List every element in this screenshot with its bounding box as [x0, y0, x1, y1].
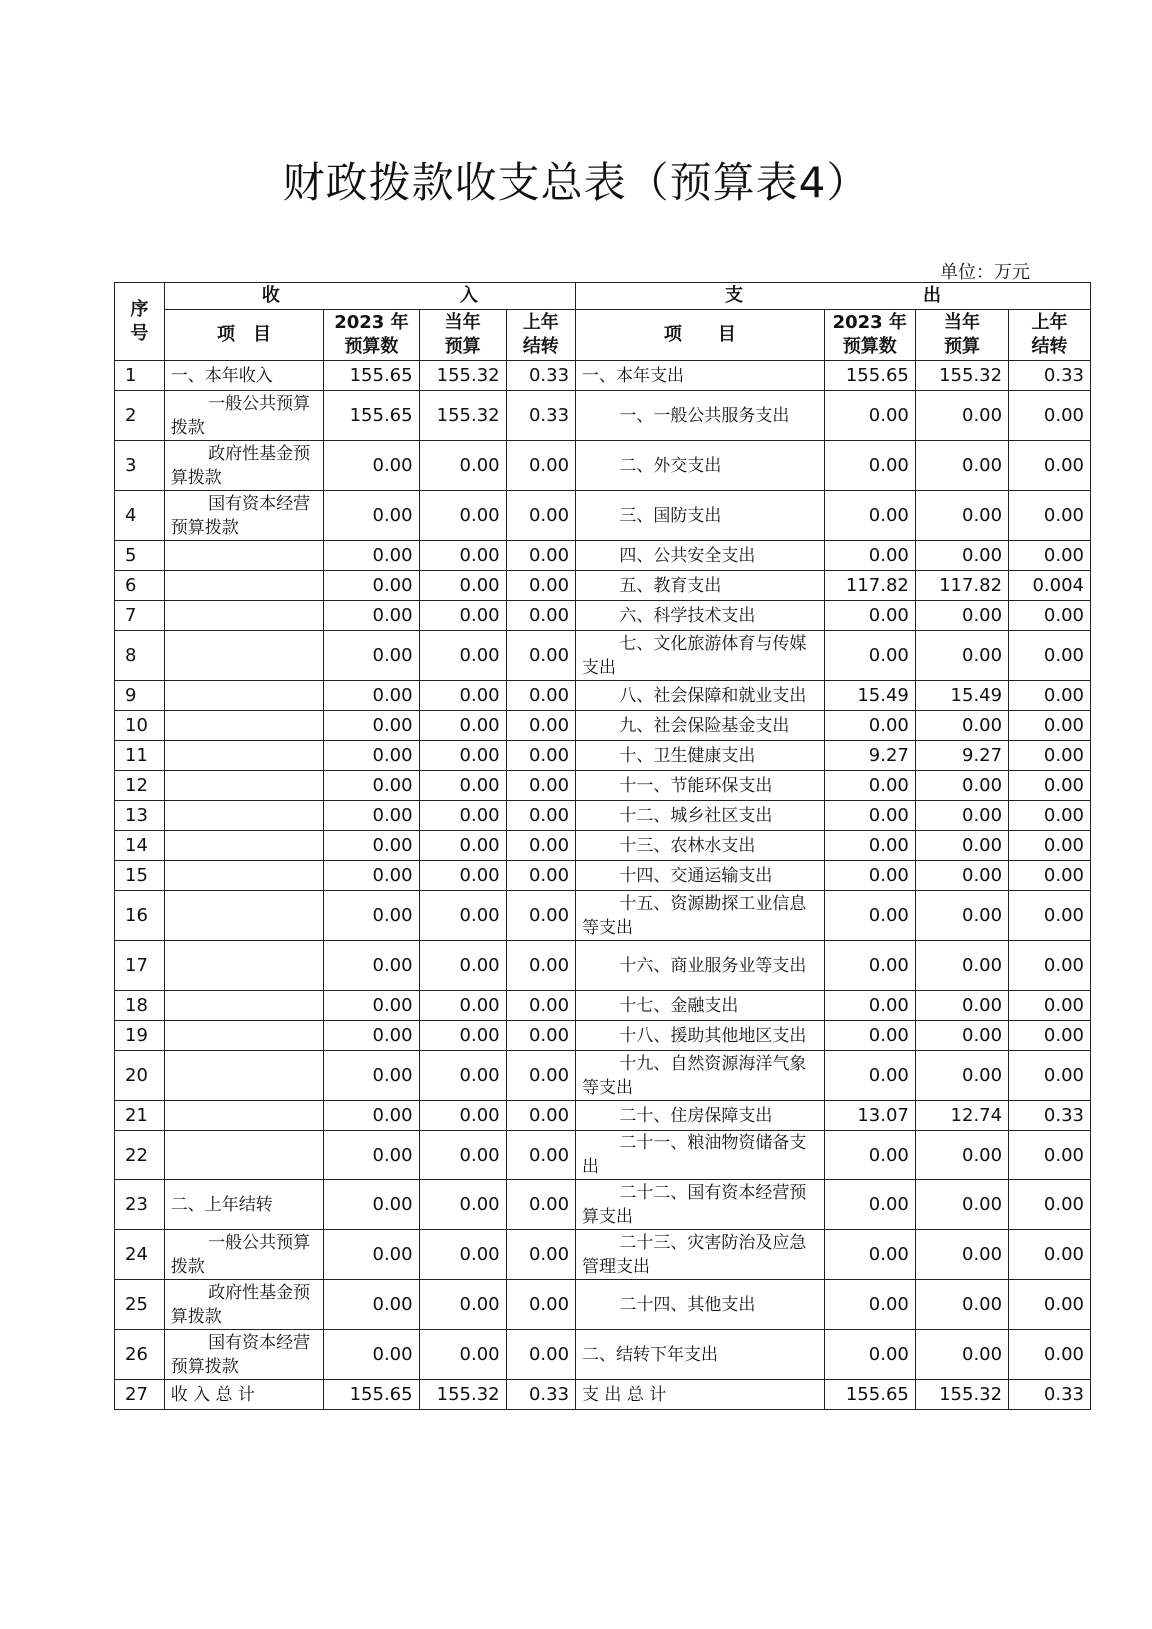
table-row [115, 1131, 1091, 1180]
table-row [115, 711, 1091, 741]
row-number: 11 [115, 741, 165, 771]
expense-item: 八、社会保障和就业支出 [576, 681, 825, 711]
expense-carryover: 0.00 [1009, 1051, 1091, 1101]
expense-item: 二、外交支出 [576, 441, 825, 491]
expense-current-year: 0.00 [915, 1230, 1008, 1280]
row-number: 5 [115, 541, 165, 571]
income-current-year: 0.00 [419, 1180, 506, 1230]
income-carryover: 0.00 [506, 1180, 575, 1230]
expense-current-year: 0.00 [915, 391, 1008, 441]
table-row [115, 891, 1091, 941]
income-item [164, 801, 324, 831]
table-row [115, 1330, 1091, 1380]
expense-carryover: 0.00 [1009, 831, 1091, 861]
row-number: 25 [115, 1280, 165, 1330]
income-item: 二、上年结转 [164, 1180, 324, 1230]
income-item [164, 711, 324, 741]
expense-budget-2023: 0.00 [824, 711, 915, 741]
row-number: 6 [115, 571, 165, 601]
income-budget-2023: 0.00 [324, 1330, 419, 1380]
expense-current-year: 0.00 [915, 1180, 1008, 1230]
income-budget-2023: 0.00 [324, 1131, 419, 1180]
row-number: 18 [115, 991, 165, 1021]
row-number: 19 [115, 1021, 165, 1051]
income-carryover: 0.00 [506, 861, 575, 891]
table-row [115, 1280, 1091, 1330]
income-budget-2023: 0.00 [324, 741, 419, 771]
income-current-year: 0.00 [419, 441, 506, 491]
income-budget-2023: 0.00 [324, 1230, 419, 1280]
expense-budget-2023: 0.00 [824, 1180, 915, 1230]
income-item: 收 入 总 计 [164, 1380, 324, 1410]
income-budget-2023: 0.00 [324, 631, 419, 681]
table-row [115, 391, 1091, 441]
income-budget-2023: 0.00 [324, 441, 419, 491]
income-item [164, 631, 324, 681]
income-item [164, 1101, 324, 1131]
table-row [115, 491, 1091, 541]
expense-carryover: 0.00 [1009, 1330, 1091, 1380]
income-current-year: 155.32 [419, 391, 506, 441]
expense-item: 七、文化旅游体育与传媒支出 [576, 631, 825, 681]
expense-current-year: 0.00 [915, 941, 1008, 991]
table-row [115, 861, 1091, 891]
expense-carryover: 0.00 [1009, 681, 1091, 711]
income-item: 一般公共预算拨款 [164, 1230, 324, 1280]
row-number: 7 [115, 601, 165, 631]
expense-current-year: 0.00 [915, 771, 1008, 801]
expense-carryover: 0.00 [1009, 861, 1091, 891]
expense-item: 二、结转下年支出 [576, 1330, 825, 1380]
row-number: 27 [115, 1380, 165, 1410]
income-budget-2023: 155.65 [324, 361, 419, 391]
expense-current-year: 0.00 [915, 1021, 1008, 1051]
expense-budget-2023: 0.00 [824, 861, 915, 891]
expense-budget-2023: 155.65 [824, 1380, 915, 1410]
table-row [115, 771, 1091, 801]
row-number: 3 [115, 441, 165, 491]
header-expense-current: 当年 预算 [915, 310, 1008, 361]
table-row [115, 631, 1091, 681]
expense-carryover: 0.00 [1009, 601, 1091, 631]
income-item [164, 941, 324, 991]
expense-current-year: 155.32 [915, 1380, 1008, 1410]
header-income-group: 收 入 [164, 283, 575, 310]
income-carryover: 0.00 [506, 571, 575, 601]
income-budget-2023: 0.00 [324, 1180, 419, 1230]
income-carryover: 0.00 [506, 681, 575, 711]
expense-carryover: 0.33 [1009, 361, 1091, 391]
unit-label: 单位：万元 [940, 262, 1030, 283]
row-number: 10 [115, 711, 165, 741]
income-item [164, 681, 324, 711]
income-carryover: 0.00 [506, 991, 575, 1021]
income-item: 一般公共预算拨款 [164, 391, 324, 441]
income-current-year: 0.00 [419, 831, 506, 861]
expense-item: 十七、金融支出 [576, 991, 825, 1021]
table-row [115, 831, 1091, 861]
header-expense-group: 支 出 [576, 283, 1091, 310]
table-row [115, 941, 1091, 991]
income-item [164, 541, 324, 571]
expense-budget-2023: 15.49 [824, 681, 915, 711]
row-number: 23 [115, 1180, 165, 1230]
income-carryover: 0.00 [506, 771, 575, 801]
expense-carryover: 0.00 [1009, 771, 1091, 801]
table-row [115, 601, 1091, 631]
expense-budget-2023: 0.00 [824, 441, 915, 491]
income-budget-2023: 0.00 [324, 1101, 419, 1131]
expense-current-year: 0.00 [915, 1330, 1008, 1380]
row-number: 14 [115, 831, 165, 861]
header-expense-2023: 2023 年 预算数 [824, 310, 915, 361]
income-item [164, 571, 324, 601]
header-expense-carryover: 上年 结转 [1009, 310, 1091, 361]
income-carryover: 0.00 [506, 831, 575, 861]
expense-budget-2023: 0.00 [824, 1051, 915, 1101]
row-number: 21 [115, 1101, 165, 1131]
expense-current-year: 0.00 [915, 541, 1008, 571]
expense-carryover: 0.00 [1009, 391, 1091, 441]
budget-table [114, 282, 1091, 1410]
income-carryover: 0.00 [506, 541, 575, 571]
income-item [164, 741, 324, 771]
income-current-year: 0.00 [419, 941, 506, 991]
expense-current-year: 12.74 [915, 1101, 1008, 1131]
expense-item: 十一、节能环保支出 [576, 771, 825, 801]
expense-item: 支 出 总 计 [576, 1380, 825, 1410]
expense-budget-2023: 0.00 [824, 991, 915, 1021]
income-item [164, 831, 324, 861]
income-current-year: 0.00 [419, 491, 506, 541]
row-number: 16 [115, 891, 165, 941]
income-item: 国有资本经营预算拨款 [164, 491, 324, 541]
expense-item: 一、本年支出 [576, 361, 825, 391]
income-carryover: 0.33 [506, 1380, 575, 1410]
income-carryover: 0.00 [506, 741, 575, 771]
header-expense-item: 项 目 [576, 310, 825, 361]
income-budget-2023: 0.00 [324, 801, 419, 831]
expense-carryover: 0.00 [1009, 541, 1091, 571]
header-income-item: 项 目 [164, 310, 324, 361]
table-row [115, 1101, 1091, 1131]
income-item: 政府性基金预算拨款 [164, 1280, 324, 1330]
expense-current-year: 0.00 [915, 601, 1008, 631]
expense-carryover: 0.33 [1009, 1380, 1091, 1410]
income-budget-2023: 0.00 [324, 771, 419, 801]
table-row [115, 1230, 1091, 1280]
row-number: 4 [115, 491, 165, 541]
income-budget-2023: 0.00 [324, 541, 419, 571]
income-current-year: 0.00 [419, 861, 506, 891]
income-carryover: 0.00 [506, 711, 575, 741]
income-current-year: 0.00 [419, 891, 506, 941]
expense-budget-2023: 0.00 [824, 541, 915, 571]
income-budget-2023: 0.00 [324, 891, 419, 941]
income-budget-2023: 155.65 [324, 391, 419, 441]
expense-item: 九、社会保险基金支出 [576, 711, 825, 741]
expense-budget-2023: 0.00 [824, 391, 915, 441]
expense-item: 十四、交通运输支出 [576, 861, 825, 891]
header-income-current: 当年 预算 [419, 310, 506, 361]
row-number: 22 [115, 1131, 165, 1180]
income-carryover: 0.00 [506, 1230, 575, 1280]
income-item [164, 1021, 324, 1051]
expense-budget-2023: 0.00 [824, 801, 915, 831]
expense-budget-2023: 0.00 [824, 941, 915, 991]
table-row [115, 801, 1091, 831]
expense-current-year: 155.32 [915, 361, 1008, 391]
expense-item: 十二、城乡社区支出 [576, 801, 825, 831]
income-current-year: 0.00 [419, 631, 506, 681]
row-number: 1 [115, 361, 165, 391]
table-row [115, 741, 1091, 771]
income-item [164, 1051, 324, 1101]
income-carryover: 0.00 [506, 601, 575, 631]
expense-item: 十六、商业服务业等支出 [576, 941, 825, 991]
expense-item: 二十三、灾害防治及应急管理支出 [576, 1230, 825, 1280]
expense-current-year: 117.82 [915, 571, 1008, 601]
row-number: 26 [115, 1330, 165, 1380]
income-item [164, 1131, 324, 1180]
expense-carryover: 0.00 [1009, 631, 1091, 681]
expense-budget-2023: 155.65 [824, 361, 915, 391]
expense-item: 六、科学技术支出 [576, 601, 825, 631]
expense-item: 二十四、其他支出 [576, 1280, 825, 1330]
expense-budget-2023: 0.00 [824, 1330, 915, 1380]
expense-carryover: 0.00 [1009, 1230, 1091, 1280]
expense-item: 四、公共安全支出 [576, 541, 825, 571]
expense-item: 二十、住房保障支出 [576, 1101, 825, 1131]
expense-carryover: 0.00 [1009, 941, 1091, 991]
expense-item: 十、卫生健康支出 [576, 741, 825, 771]
header-income-carryover: 上年 结转 [506, 310, 575, 361]
row-number: 13 [115, 801, 165, 831]
table-row [115, 1180, 1091, 1230]
expense-budget-2023: 0.00 [824, 631, 915, 681]
row-number: 8 [115, 631, 165, 681]
income-budget-2023: 0.00 [324, 941, 419, 991]
income-carryover: 0.00 [506, 441, 575, 491]
income-budget-2023: 0.00 [324, 1051, 419, 1101]
expense-carryover: 0.00 [1009, 741, 1091, 771]
expense-carryover: 0.00 [1009, 711, 1091, 741]
header-income-2023: 2023 年 预算数 [324, 310, 419, 361]
expense-carryover: 0.00 [1009, 491, 1091, 541]
expense-carryover: 0.00 [1009, 801, 1091, 831]
income-budget-2023: 0.00 [324, 1021, 419, 1051]
page-title: 财政拨款收支总表（预算表4） [282, 158, 870, 207]
income-carryover: 0.33 [506, 361, 575, 391]
expense-carryover: 0.00 [1009, 1180, 1091, 1230]
income-budget-2023: 0.00 [324, 1280, 419, 1330]
income-current-year: 0.00 [419, 681, 506, 711]
income-item: 一、本年收入 [164, 361, 324, 391]
expense-current-year: 0.00 [915, 491, 1008, 541]
income-budget-2023: 0.00 [324, 711, 419, 741]
row-number: 15 [115, 861, 165, 891]
expense-budget-2023: 0.00 [824, 891, 915, 941]
income-current-year: 0.00 [419, 991, 506, 1021]
row-number: 20 [115, 1051, 165, 1101]
expense-item: 一、一般公共服务支出 [576, 391, 825, 441]
expense-current-year: 9.27 [915, 741, 1008, 771]
expense-budget-2023: 9.27 [824, 741, 915, 771]
expense-item: 二十二、国有资本经营预算支出 [576, 1180, 825, 1230]
income-budget-2023: 0.00 [324, 571, 419, 601]
table-row [115, 1051, 1091, 1101]
income-carryover: 0.00 [506, 1101, 575, 1131]
expense-current-year: 15.49 [915, 681, 1008, 711]
income-carryover: 0.00 [506, 891, 575, 941]
expense-budget-2023: 0.00 [824, 601, 915, 631]
expense-budget-2023: 0.00 [824, 1131, 915, 1180]
income-current-year: 155.32 [419, 1380, 506, 1410]
expense-budget-2023: 0.00 [824, 491, 915, 541]
expense-carryover: 0.00 [1009, 441, 1091, 491]
income-current-year: 0.00 [419, 1230, 506, 1280]
income-carryover: 0.00 [506, 1280, 575, 1330]
table-row [115, 541, 1091, 571]
table-row [115, 1380, 1091, 1410]
income-current-year: 0.00 [419, 1131, 506, 1180]
income-item [164, 891, 324, 941]
income-current-year: 0.00 [419, 801, 506, 831]
expense-item: 十八、援助其他地区支出 [576, 1021, 825, 1051]
row-number: 9 [115, 681, 165, 711]
expense-carryover: 0.00 [1009, 991, 1091, 1021]
expense-item: 二十一、粮油物资储备支出 [576, 1131, 825, 1180]
expense-budget-2023: 117.82 [824, 571, 915, 601]
income-carryover: 0.00 [506, 941, 575, 991]
income-item [164, 861, 324, 891]
income-carryover: 0.33 [506, 391, 575, 441]
row-number: 2 [115, 391, 165, 441]
income-item: 政府性基金预算拨款 [164, 441, 324, 491]
income-current-year: 0.00 [419, 1330, 506, 1380]
income-budget-2023: 0.00 [324, 491, 419, 541]
income-carryover: 0.00 [506, 801, 575, 831]
income-current-year: 0.00 [419, 711, 506, 741]
income-item: 国有资本经营预算拨款 [164, 1330, 324, 1380]
table-row [115, 681, 1091, 711]
expense-item: 十五、资源勘探工业信息等支出 [576, 891, 825, 941]
expense-current-year: 0.00 [915, 1051, 1008, 1101]
income-item [164, 601, 324, 631]
income-budget-2023: 0.00 [324, 861, 419, 891]
income-carryover: 0.00 [506, 1131, 575, 1180]
expense-current-year: 0.00 [915, 991, 1008, 1021]
income-current-year: 0.00 [419, 741, 506, 771]
row-number: 12 [115, 771, 165, 801]
income-current-year: 0.00 [419, 541, 506, 571]
income-budget-2023: 0.00 [324, 991, 419, 1021]
income-current-year: 0.00 [419, 1051, 506, 1101]
expense-current-year: 0.00 [915, 711, 1008, 741]
header-seq: 序 号 [115, 283, 165, 361]
income-current-year: 0.00 [419, 601, 506, 631]
income-item [164, 991, 324, 1021]
income-carryover: 0.00 [506, 491, 575, 541]
expense-current-year: 0.00 [915, 1131, 1008, 1180]
expense-item: 十九、自然资源海洋气象等支出 [576, 1051, 825, 1101]
expense-current-year: 0.00 [915, 831, 1008, 861]
income-current-year: 0.00 [419, 1280, 506, 1330]
income-carryover: 0.00 [506, 1051, 575, 1101]
row-number: 24 [115, 1230, 165, 1280]
expense-carryover: 0.00 [1009, 1280, 1091, 1330]
expense-current-year: 0.00 [915, 801, 1008, 831]
expense-current-year: 0.00 [915, 861, 1008, 891]
expense-item: 三、国防支出 [576, 491, 825, 541]
income-carryover: 0.00 [506, 1021, 575, 1051]
expense-current-year: 0.00 [915, 891, 1008, 941]
table-body [115, 361, 1091, 1410]
expense-current-year: 0.00 [915, 441, 1008, 491]
expense-carryover: 0.33 [1009, 1101, 1091, 1131]
income-budget-2023: 155.65 [324, 1380, 419, 1410]
table-row [115, 571, 1091, 601]
income-current-year: 0.00 [419, 1021, 506, 1051]
expense-carryover: 0.00 [1009, 1131, 1091, 1180]
income-item [164, 771, 324, 801]
table-row [115, 361, 1091, 391]
table-row [115, 441, 1091, 491]
income-carryover: 0.00 [506, 631, 575, 681]
expense-budget-2023: 0.00 [824, 1021, 915, 1051]
income-budget-2023: 0.00 [324, 831, 419, 861]
row-number: 17 [115, 941, 165, 991]
expense-budget-2023: 0.00 [824, 1230, 915, 1280]
table-row [115, 1021, 1091, 1051]
expense-current-year: 0.00 [915, 631, 1008, 681]
income-current-year: 155.32 [419, 361, 506, 391]
income-current-year: 0.00 [419, 571, 506, 601]
expense-current-year: 0.00 [915, 1280, 1008, 1330]
income-current-year: 0.00 [419, 1101, 506, 1131]
income-budget-2023: 0.00 [324, 681, 419, 711]
expense-budget-2023: 0.00 [824, 831, 915, 861]
expense-budget-2023: 0.00 [824, 771, 915, 801]
table-row [115, 991, 1091, 1021]
income-carryover: 0.00 [506, 1330, 575, 1380]
income-budget-2023: 0.00 [324, 601, 419, 631]
expense-carryover: 0.00 [1009, 891, 1091, 941]
income-current-year: 0.00 [419, 771, 506, 801]
expense-item: 五、教育支出 [576, 571, 825, 601]
expense-carryover: 0.00 [1009, 1021, 1091, 1051]
expense-item: 十三、农林水支出 [576, 831, 825, 861]
expense-carryover: 0.004 [1009, 571, 1091, 601]
expense-budget-2023: 0.00 [824, 1280, 915, 1330]
expense-budget-2023: 13.07 [824, 1101, 915, 1131]
